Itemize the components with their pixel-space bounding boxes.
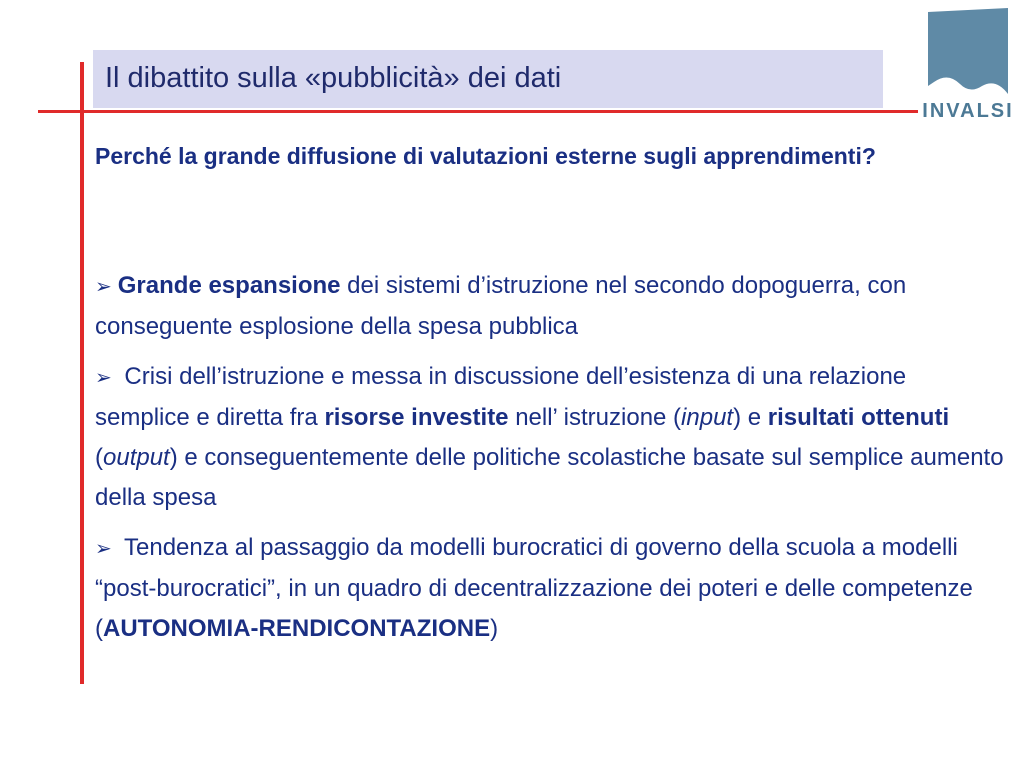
bullet-2-text-3: ) e	[733, 404, 768, 431]
bullet-item-3	[95, 528, 1005, 649]
bullet-1-text: dei sistemi d’istruzione nel secondo dopoguerra, con conseguente esplosione della spesa pubblica	[95, 272, 907, 340]
bullet-list	[95, 266, 1005, 659]
bullet-2-italic-2: output	[103, 444, 170, 471]
bullet-2-text-2: nell’ istruzione (	[508, 404, 682, 431]
bullet-2-emphasis-1: risorse investite	[324, 404, 509, 431]
bullet-item-2	[95, 357, 1005, 518]
logo-flag-icon	[926, 8, 1010, 100]
question-heading: Perché la grande diffusione di valutazioni esterne sugli apprendimenti?	[95, 143, 876, 169]
bullet-2-italic-1: input	[681, 404, 734, 431]
logo-text: INVALSI	[922, 100, 1014, 122]
bullet-3-emphasis: AUTONOMIA-RENDICONTAZIONE	[103, 615, 491, 642]
bullet-2-text-5: ) e conseguentemente delle politiche scolastiche basate sul semplice aumento della spesa	[95, 444, 1004, 511]
bullet-2-text-4: (	[95, 444, 103, 471]
slide-title: Il dibattito sulla «pubblicità» dei dati	[105, 62, 562, 94]
bullet-2-emphasis-2: risultati ottenuti	[767, 404, 950, 431]
bullet-1-emphasis: Grande espansione	[117, 272, 341, 299]
bullet-item-1	[95, 266, 1005, 347]
arrow-bullet-icon: ➢	[95, 276, 112, 298]
horizontal-accent-line	[38, 110, 918, 113]
arrow-bullet-icon: ➢	[95, 367, 112, 389]
bullet-2-text-1: Crisi dell’istruzione e messa in discussione dell’esistenza di una relazione semplice e diretta fra	[95, 363, 907, 431]
vertical-accent-line	[80, 62, 84, 684]
arrow-bullet-icon: ➢	[95, 538, 112, 560]
invalsi-logo	[922, 8, 1014, 128]
bullet-3-text-2: )	[490, 615, 499, 642]
bullet-3-text-1: Tendenza al passaggio da modelli burocratici di governo della scuola a modelli “post-burocratici”, in un quadro di decentralizzazione dei poteri e delle competenze (	[95, 534, 973, 642]
